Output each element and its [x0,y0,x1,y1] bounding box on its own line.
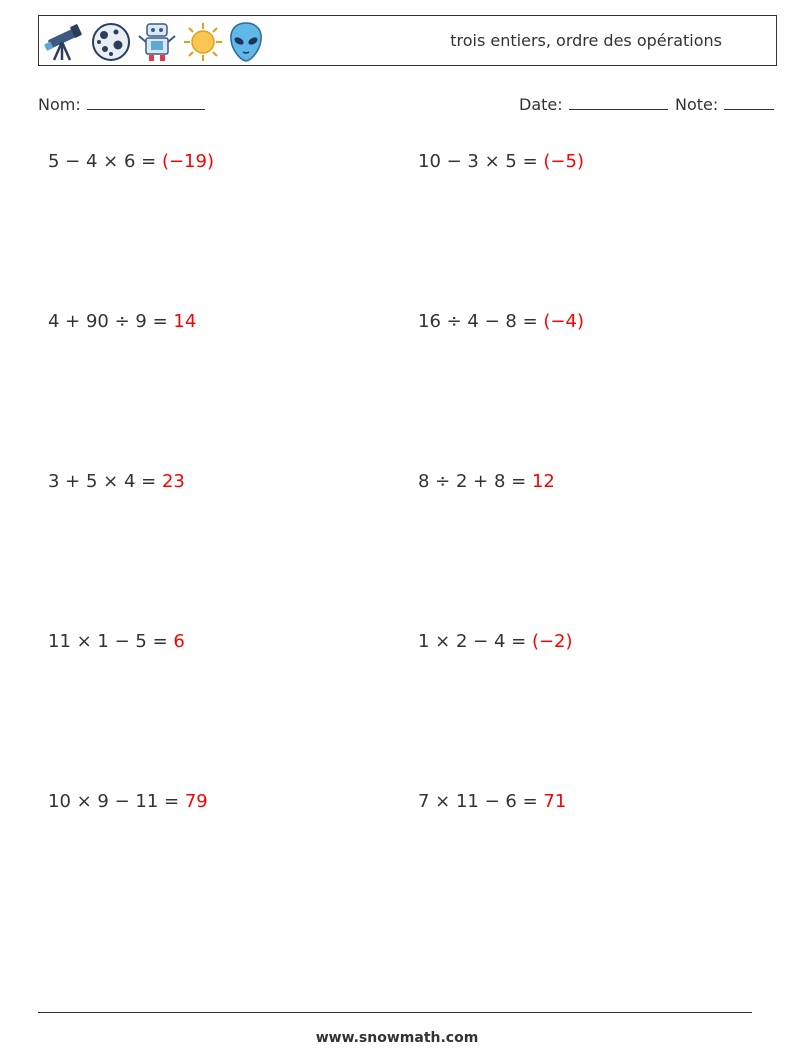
icon-strip [42,20,264,64]
problem-9 [48,791,208,812]
problem-8 [418,631,573,652]
alien-icon [228,20,264,64]
problem-expression: 4 + 90 ÷ 9 = [48,311,174,332]
date-label: Date: [519,95,563,114]
problem-2 [418,151,584,172]
problem-answer: (−2) [531,631,573,652]
problem-expression: 3 + 5 × 4 = [48,471,162,492]
problem-4 [418,311,584,332]
note-field[interactable] [675,93,774,114]
problem-answer: (−19) [161,151,214,172]
name-label: Nom: [38,95,81,114]
problem-expression: 10 − 3 × 5 = [418,151,544,172]
problem-expression: 16 ÷ 4 − 8 = [418,311,544,332]
problem-10 [418,791,566,812]
problem-answer: 71 [543,791,567,812]
problem-answer: 6 [173,631,185,652]
problem-answer: 79 [184,791,208,812]
problem-1 [48,151,214,172]
problem-answer: 14 [173,311,197,332]
footer-divider [38,1012,752,1013]
header-box [38,15,777,66]
problem-answer: 23 [161,471,185,492]
robot-icon [136,20,178,64]
problem-6 [418,471,555,492]
name-blank[interactable] [87,93,205,110]
problem-3 [48,311,196,332]
moon-icon [90,21,132,63]
problem-expression: 11 × 1 − 5 = [48,631,174,652]
telescope-icon [42,20,86,64]
note-blank[interactable] [724,93,774,110]
problem-5 [48,471,185,492]
problem-answer: 12 [531,471,555,492]
date-field[interactable] [519,93,668,114]
note-label: Note: [675,95,719,114]
name-field[interactable] [38,93,205,114]
problem-expression: 5 − 4 × 6 = [48,151,162,172]
problem-7 [48,631,185,652]
problem-expression: 10 × 9 − 11 = [48,791,185,812]
problem-answer: (−5) [543,151,584,172]
worksheet-title: trois entiers, ordre des opérations [450,31,722,50]
date-blank[interactable] [569,93,668,110]
problem-expression: 1 × 2 − 4 = [418,631,532,652]
problem-expression: 8 ÷ 2 + 8 = [418,471,532,492]
footer-site: www.snowmath.com [315,1030,479,1046]
sun-icon [182,21,224,63]
problem-answer: (−4) [543,311,584,332]
problem-expression: 7 × 11 − 6 = [418,791,544,812]
